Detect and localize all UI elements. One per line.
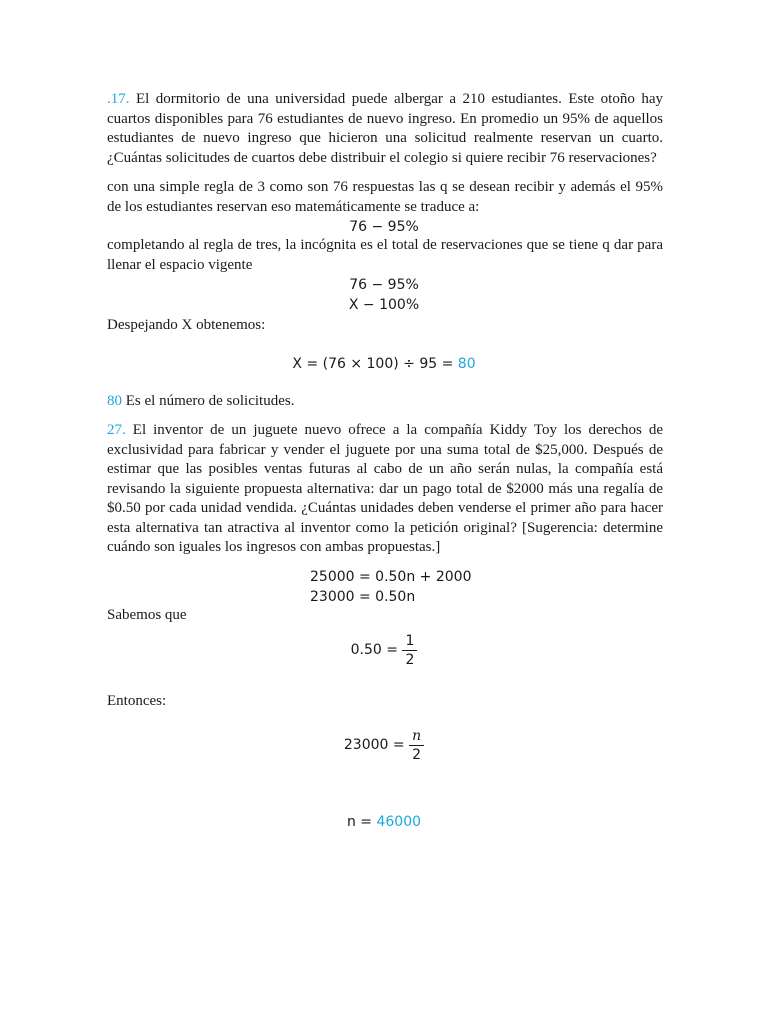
problem-17-conclusion-text: Es el número de solicitudes.	[122, 393, 295, 409]
problem-27-statement	[107, 421, 663, 558]
problem-27-equation-2: 23000 = 0.50n	[310, 589, 416, 605]
fraction	[402, 632, 417, 669]
problem-17-equation-2a: 76 − 95%	[349, 277, 419, 293]
fraction-2	[409, 727, 424, 764]
problem-17-conclusion	[107, 392, 663, 412]
fraction-2-lhs: 23000 =	[343, 737, 410, 753]
problem-17-answer: 80	[457, 356, 476, 372]
problem-17-despejando: Despejando X obtenemos:	[107, 317, 266, 333]
problem-17-explanation-2: completando al regla de tres, la incógnita es el total de reservaciones que se tiene q dar para llenar el espacio vigente	[107, 237, 663, 273]
final-answer-value: 46000	[376, 814, 422, 830]
problem-17-number: .17.	[107, 91, 130, 107]
problem-17-text: El dormitorio de una universidad puede albergar a 210 estudiantes. Este otoño hay cuartos disponibles para 76 estudiantes de nuevo ingreso. En promedio un 95% de aquellos estudiantes de nuevo ingreso que hicieron una solicitud realmente reservan un cuarto. ¿Cuántas solicitudes de cuartos debe distribuir el colegio si quiere recibir 76 reservaciones?	[107, 91, 663, 166]
problem-17-equation-1: 76 − 95%	[349, 219, 419, 235]
problem-27-final-answer	[0, 813, 768, 832]
problem-17-equation-3-expr: X = (76 × 100) ÷ 95 =	[292, 356, 458, 372]
problem-17-statement	[107, 90, 663, 168]
fraction-denominator: 2	[405, 652, 415, 668]
problem-17-equation-2b: X − 100%	[348, 297, 420, 313]
problem-17-explanation-1: con una simple regla de 3 como son 76 respuestas las q se desean recibir y además el 95% de los estudiantes reservan eso matemáticamente se traduce a:	[107, 179, 663, 215]
final-lhs: n =	[346, 814, 377, 830]
fraction-2-denominator: 2	[412, 747, 422, 763]
fraction-numerator: 1	[402, 632, 417, 651]
problem-17-equation-3	[0, 355, 768, 374]
fraction-lhs: 0.50 =	[350, 642, 403, 658]
problem-27-fraction-equation	[0, 632, 768, 669]
problem-27-fraction-equation-2	[0, 727, 768, 764]
fraction-2-numerator: n	[409, 727, 424, 746]
problem-27-equation-1: 25000 = 0.50n + 2000	[310, 569, 472, 585]
problem-27-sabemos: Sabemos que	[107, 607, 187, 623]
problem-17-conclusion-answer: 80	[107, 393, 122, 409]
problem-27-text: El inventor de un juguete nuevo ofrece a la compañía Kiddy Toy los derechos de exclusividad para fabricar y vender el juguete por una suma total de $25,000. Después de estimar que las posibles ventas futuras al cabo de un año serán nulas, la compañía está revisando la siguiente propuesta alternativa: dar un pago total de $2000 más una regalía de $0.50 por cada unidad vendida. ¿Cuántas unidades deben venderse el primer año para hacer esta alternativa tan atractiva al inventor como la petición original? [Sugerencia: determine cuándo son iguales los ingresos con ambas propuestas.]	[107, 422, 663, 555]
problem-27-number: 27.	[107, 422, 126, 438]
problem-27-entonces: Entonces:	[107, 693, 167, 709]
